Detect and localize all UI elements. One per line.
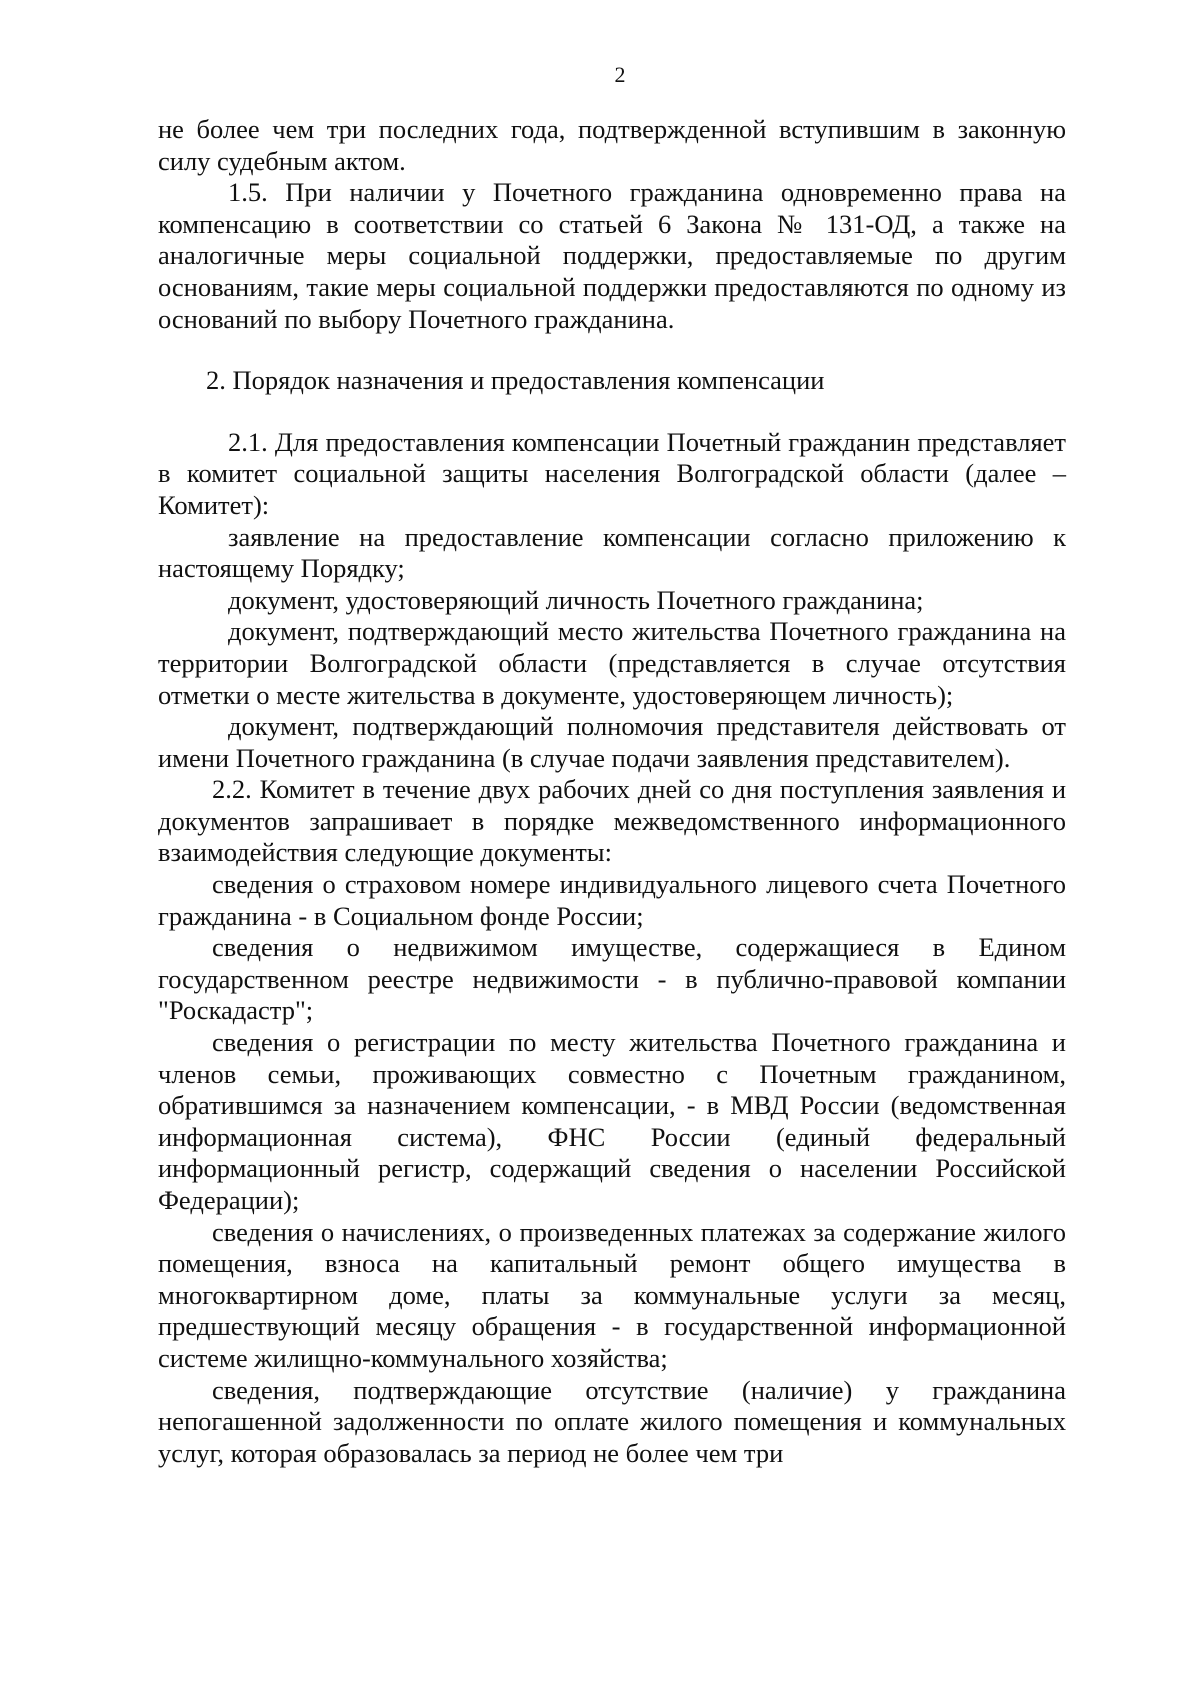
list-item-payments: сведения о начислениях, о произведенных платежах за содержание жилого помещения, взноса на капитальный ремонт общего имущества в многоквартирном доме, платы за коммунальные услуги за месяц, предшествующий месяцу обращения - в государственной информационной системе жилищно-коммунального хозяйства;	[158, 1216, 1066, 1373]
page-number: 2	[614, 62, 626, 87]
paragraph-2-2: 2.2. Комитет в течение двух рабочих дней со дня поступления заявления и документов запрашивает в порядке межведомственного информационного взаимодействия следующие документы:	[158, 774, 1066, 868]
document-body	[158, 114, 1066, 1469]
list-item-insurance-number: сведения о страховом номере индивидуального лицевого счета Почетного гражданина - в Социальном фонде России;	[158, 869, 1066, 931]
list-item-registration: сведения о регистрации по месту жительства Почетного гражданина и членов семьи, проживающих совместно с Почетным гражданином, обратившимся за назначением компенсации, - в МВД России (ведомственная информационная система), ФНС России (единый федеральный информационный регистр, содержащий сведения о населении Российской Федерации);	[158, 1027, 1066, 1215]
list-item-residence-document: документ, подтверждающий место жительства Почетного гражданина на территории Волгоградской области (представляется в случае отсутствия отметки о месте жительства в документе, удостоверяющем личность);	[158, 616, 1066, 710]
list-item-representative-document: документ, подтверждающий полномочия представителя действовать от имени Почетного гражданина (в случае подачи заявления представителем).	[158, 711, 1066, 773]
section-title: 2. Порядок назначения и предоставления компенсации	[206, 365, 825, 396]
list-item-real-estate: сведения о недвижимом имуществе, содержащиеся в Едином государственном реестре недвижимости - в публично-правовой компании "Роскадастр";	[158, 932, 1066, 1026]
list-item-debt: сведения, подтверждающие отсутствие (наличие) у гражданина непогашенной задолженности по оплате жилого помещения и коммунальных услуг, которая образовалась за период не более чем три	[158, 1374, 1066, 1468]
paragraph-continuation: не более чем три последних года, подтвержденной вступившим в законную силу судебным актом.	[158, 114, 1066, 176]
list-item-application: заявление на предоставление компенсации согласно приложению к настоящему Порядку;	[158, 521, 1066, 584]
paragraph-1-5: 1.5. При наличии у Почетного гражданина одновременно права на компенсацию в соответствии со статьей 6 Закона № 131-ОД, а также на аналогичные меры социальной поддержки, предоставляемые по другим основаниям, такие меры социальной поддержки предоставляются по одному из оснований по выбору Почетного гражданина.	[158, 177, 1066, 334]
list-item-identity-document: документ, удостоверяющий личность Почетного гражданина;	[228, 584, 924, 615]
paragraph-2-1: 2.1. Для предоставления компенсации Почетный гражданин представляет в комитет социальной защиты населения Волгоградской области (далее – Комитет):	[158, 426, 1066, 520]
